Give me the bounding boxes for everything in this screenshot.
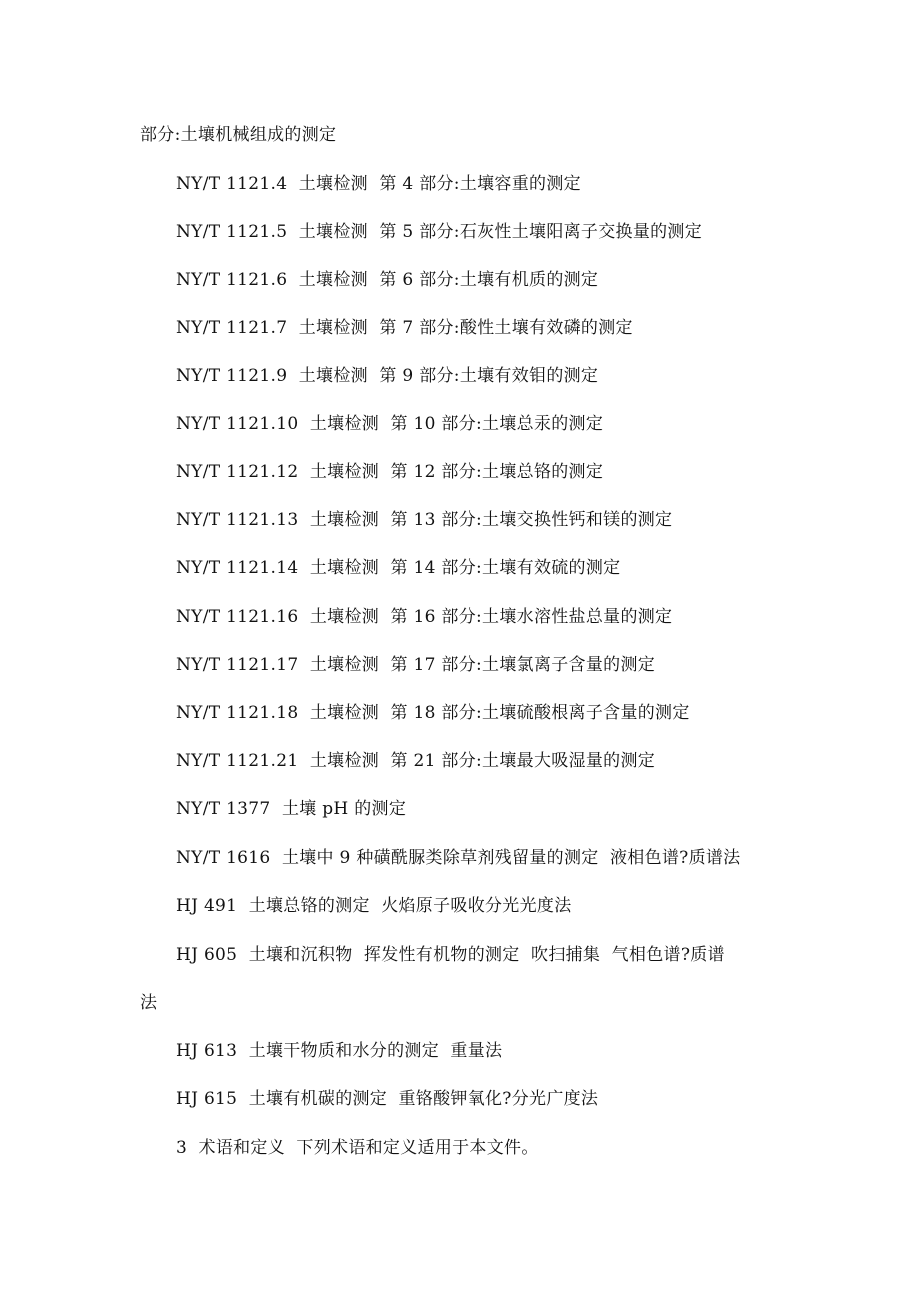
standard-reference: HJ 491 土壤总铬的测定 火焰原子吸收分光光度法 [176,896,572,916]
standard-reference: NY/T 1121.5 土壤检测 第 5 部分:石灰性土壤阳离子交换量的测定 [176,222,703,242]
standard-reference: HJ 613 土壤干物质和水分的测定 重量法 [176,1041,503,1061]
standard-reference: NY/T 1121.9 土壤检测 第 9 部分:土壤有效钼的测定 [176,366,599,386]
text-line: 部分:土壤机械组成的测定 [140,125,337,145]
standard-reference: NY/T 1121.16 土壤检测 第 16 部分:土壤水溶性盐总量的测定 [176,607,673,627]
standard-reference: NY/T 1121.17 土壤检测 第 17 部分:土壤氯离子含量的测定 [176,655,656,675]
section-heading: 3 术语和定义 下列术语和定义适用于本文件。 [176,1138,539,1158]
standard-reference: NY/T 1121.12 土壤检测 第 12 部分:土壤总铬的测定 [176,462,604,482]
standard-reference: NY/T 1121.13 土壤检测 第 13 部分:土壤交换性钙和镁的测定 [176,510,673,530]
standard-reference: NY/T 1121.18 土壤检测 第 18 部分:土壤硫酸根离子含量的测定 [176,703,690,723]
standard-reference: NY/T 1121.10 土壤检测 第 10 部分:土壤总汞的测定 [176,414,604,434]
standard-reference-continuation: 法 [140,993,158,1013]
standard-reference: NY/T 1121.14 土壤检测 第 14 部分:土壤有效硫的测定 [176,558,621,578]
standard-reference: NY/T 1377 土壤 pH 的测定 [176,799,407,819]
standard-reference: NY/T 1616 土壤中 9 种磺酰脲类除草剂残留量的测定 液相色谱?质谱法 [176,848,741,868]
standard-reference: NY/T 1121.4 土壤检测 第 4 部分:土壤容重的测定 [176,174,581,194]
standard-reference: HJ 615 土壤有机碳的测定 重铬酸钾氧化?分光广度法 [176,1089,599,1109]
standard-reference: NY/T 1121.21 土壤检测 第 21 部分:土壤最大吸湿量的测定 [176,751,656,771]
standard-reference: NY/T 1121.6 土壤检测 第 6 部分:土壤有机质的测定 [176,270,599,290]
standard-reference: HJ 605 土壤和沉积物 挥发性有机物的测定 吹扫捕集 气相色谱?质谱 [176,945,725,965]
standard-reference: NY/T 1121.7 土壤检测 第 7 部分:酸性土壤有效磷的测定 [176,318,633,338]
